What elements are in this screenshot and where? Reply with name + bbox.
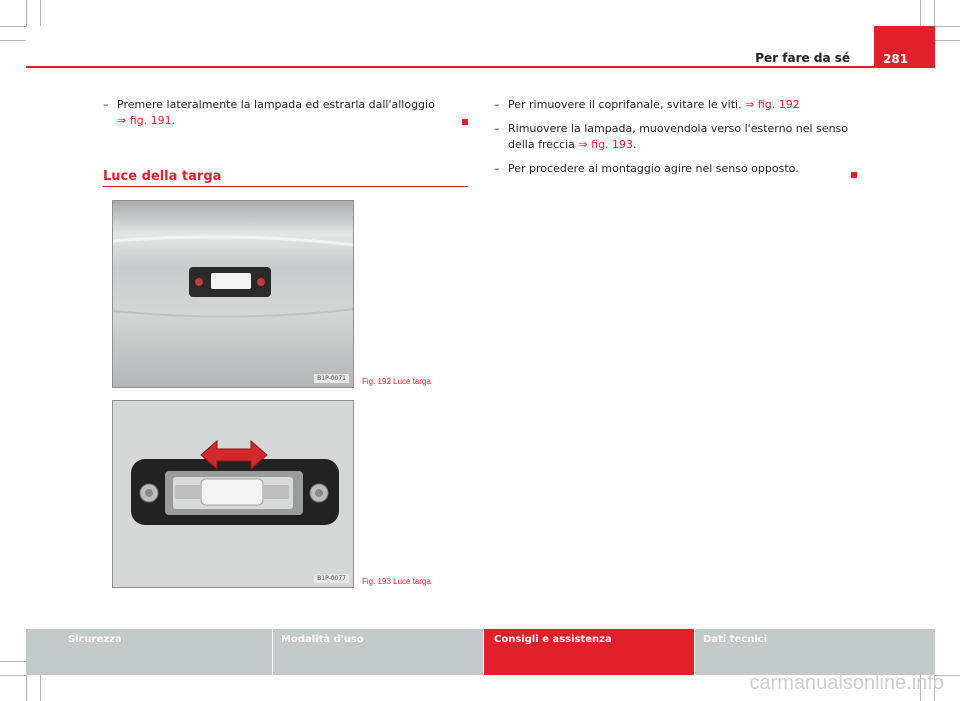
figure-caption: Fig. 193 Luce targa (362, 577, 431, 586)
step-item (494, 97, 854, 113)
tab-modalita-duso[interactable]: Modalità d'uso (273, 629, 483, 675)
crop-mark (40, 675, 41, 701)
figure-link[interactable]: ⇒ fig. 192 (745, 98, 800, 111)
crop-mark (26, 675, 27, 701)
tab-consigli-e-assistenza[interactable]: Consigli e assistenza (484, 629, 694, 675)
figure-link[interactable]: ⇒ fig. 193 (578, 138, 634, 151)
figure-193-image (112, 400, 354, 588)
crop-mark (0, 40, 26, 41)
step-dash: – (494, 162, 500, 175)
right-column (494, 97, 854, 185)
step-text: Per procedere al montaggio agire nel senso opposto. (508, 162, 799, 175)
page-header-title: Per fare da sé (755, 51, 850, 65)
tab-dati-tecnici[interactable]: Dati tecnici (695, 629, 935, 675)
crop-mark (40, 0, 41, 26)
figure-code: B1P-0071 (314, 374, 349, 383)
step-item (494, 161, 854, 177)
step-suffix: . (171, 114, 176, 127)
crop-mark (26, 0, 27, 26)
step-item (103, 97, 458, 129)
figure-caption: Fig. 192 Luce targa (362, 377, 431, 386)
left-column (103, 97, 458, 137)
tab-sicurezza[interactable]: Sicurezza (26, 629, 272, 675)
figure-code: B1P-0077 (314, 574, 349, 583)
step-text: Rimuovere la lampada, muovendola verso l'esterno nel senso della freccia (508, 122, 849, 151)
license-plate-light-photo (113, 201, 354, 388)
figure-link[interactable]: ⇒ fig. 191 (117, 114, 172, 127)
crop-mark (0, 675, 26, 676)
header-rule (26, 66, 935, 68)
watermark: carmanualsonline.info (749, 672, 944, 694)
crop-mark (920, 0, 921, 26)
end-of-section-mark (462, 119, 468, 125)
step-dash: – (494, 98, 500, 111)
step-dash: – (494, 122, 500, 135)
end-of-section-mark (851, 172, 857, 178)
page-number: 281 (874, 26, 935, 68)
figure-192-image (112, 200, 354, 388)
crop-mark (934, 40, 960, 41)
crop-mark (0, 661, 26, 662)
section-rule (103, 186, 468, 187)
step-text: Per rimuovere il coprifanale, svitare le viti. (508, 98, 742, 111)
crop-mark (934, 26, 960, 27)
step-dash: – (103, 98, 109, 111)
section-title: Luce della targa (103, 169, 222, 184)
step-item (494, 121, 854, 153)
crop-mark (934, 0, 935, 26)
step-suffix: . (633, 138, 637, 151)
crop-mark (0, 26, 26, 27)
lamp-removal-photo (113, 401, 354, 588)
step-text: Premere lateralmente la lampada ed estrarla dall'alloggio (117, 98, 435, 111)
